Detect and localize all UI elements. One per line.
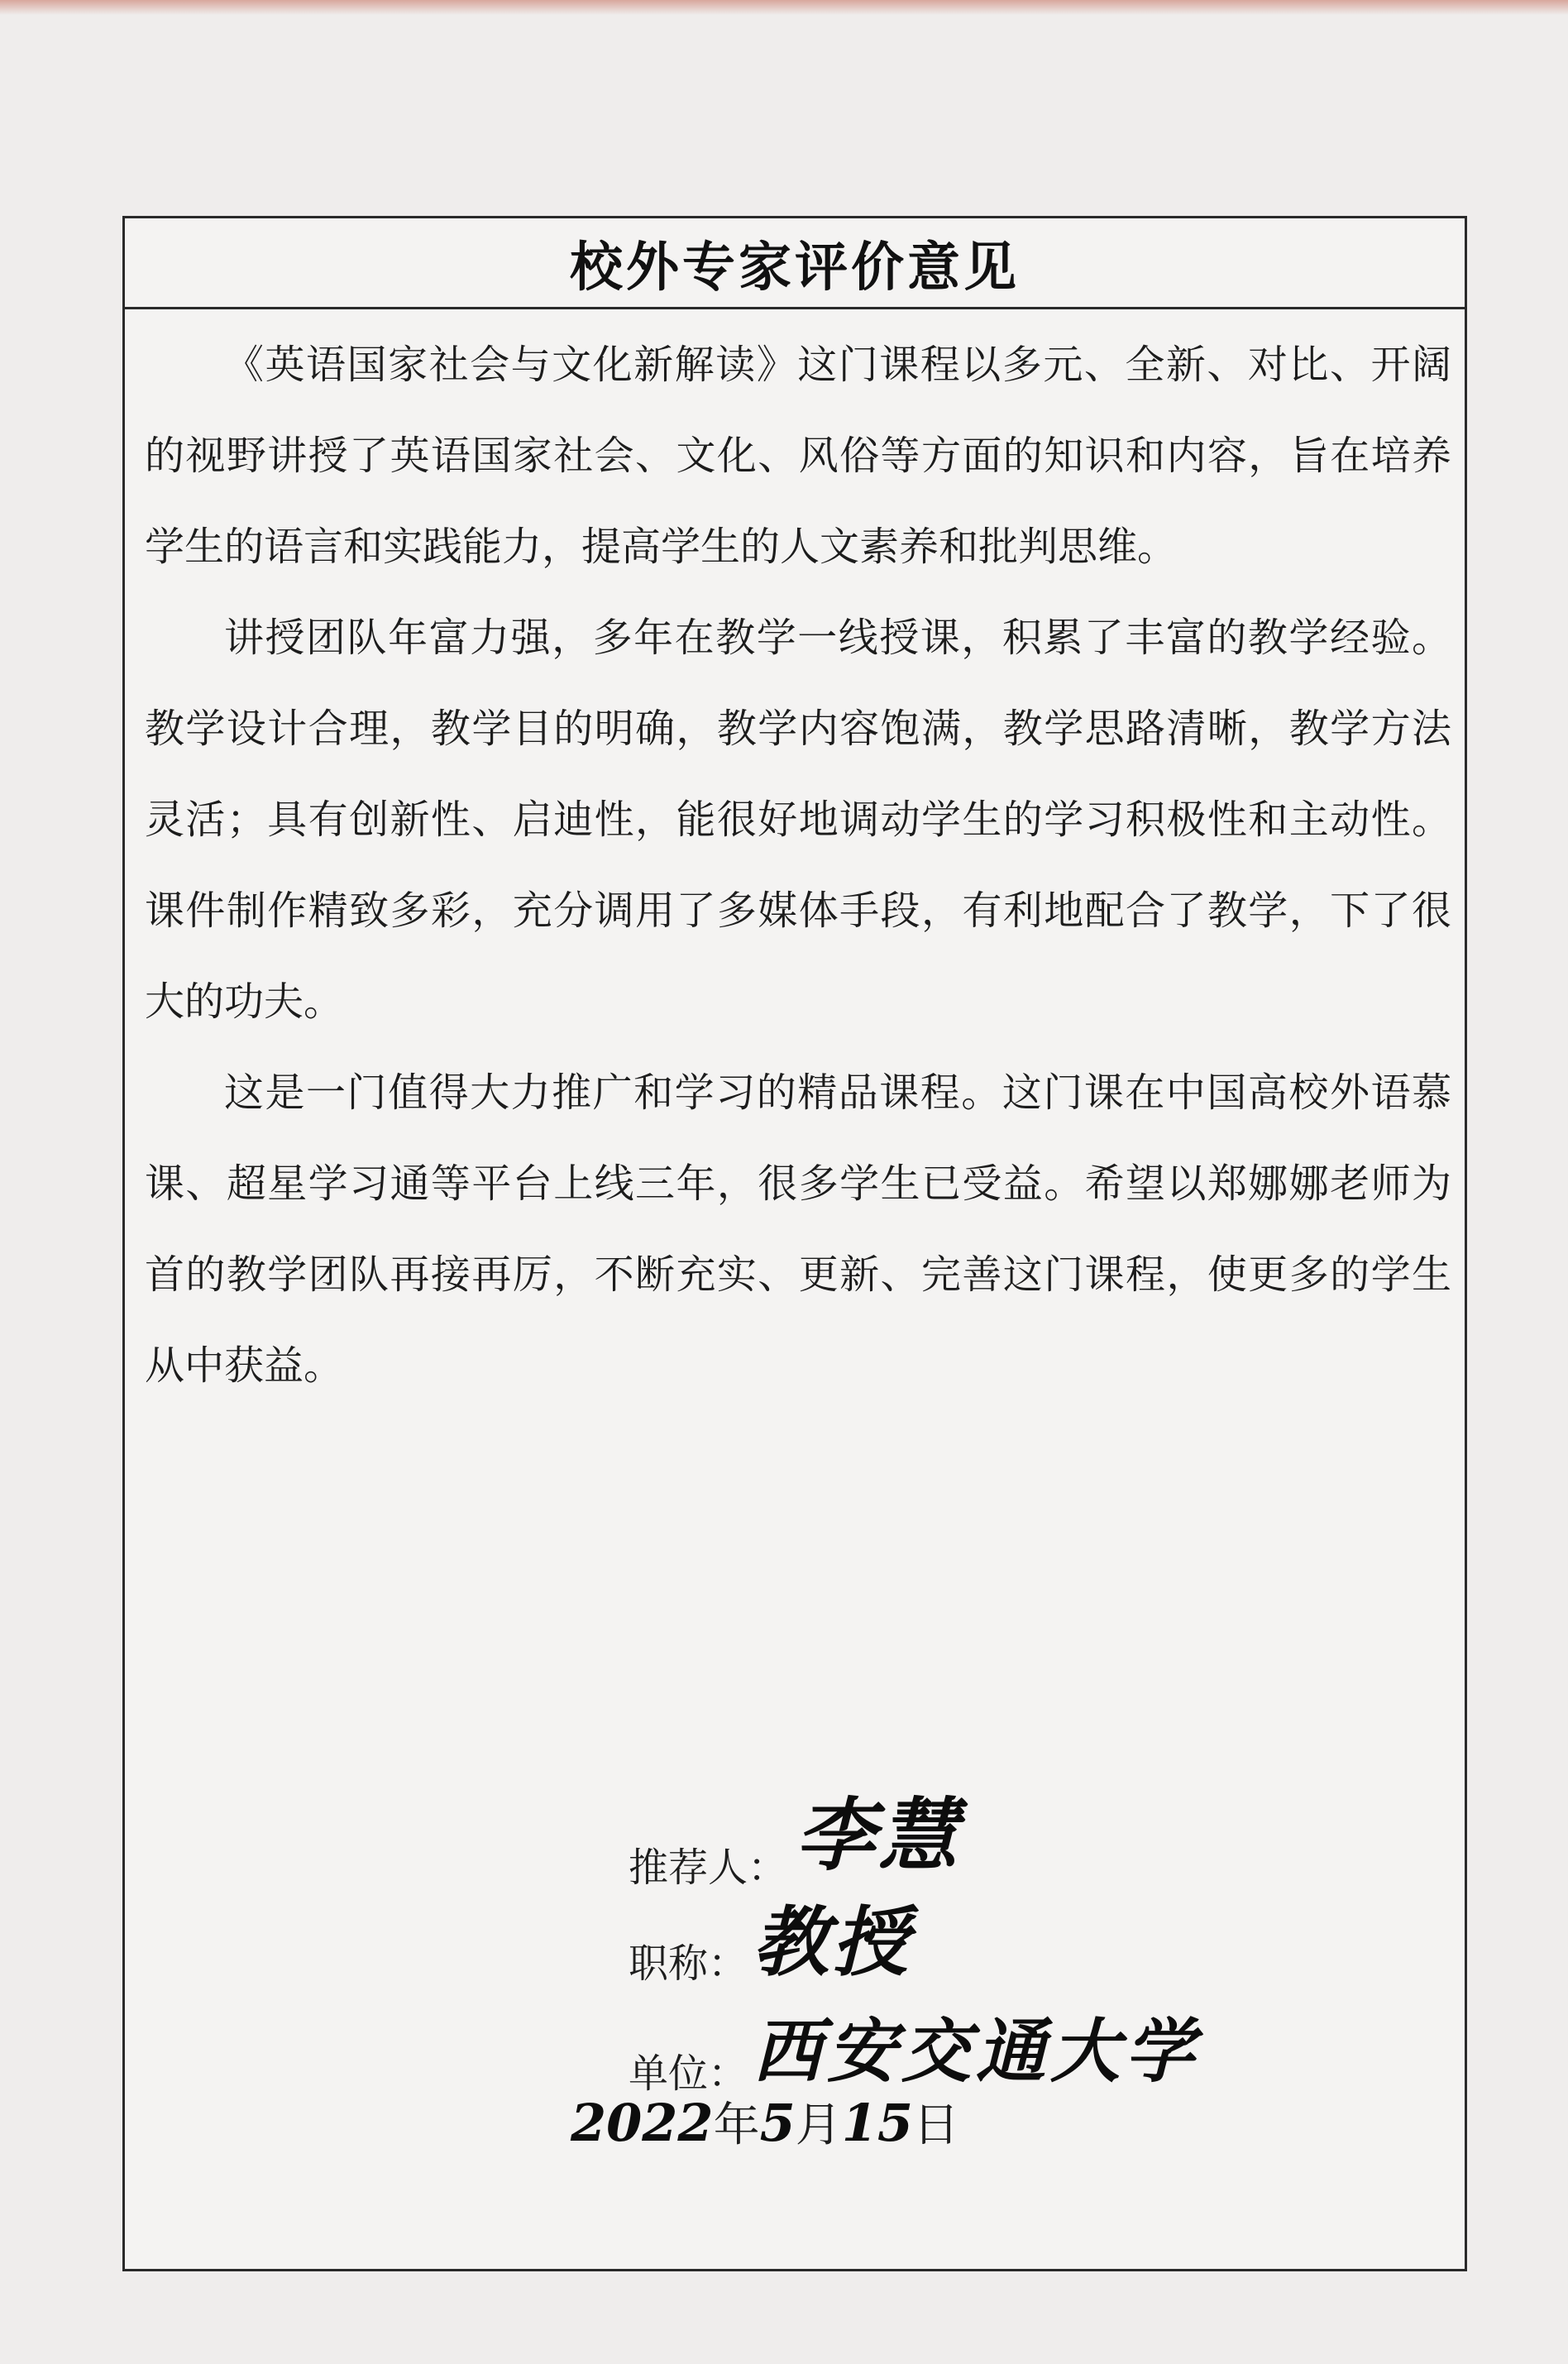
paragraph-team-assessment: 讲授团队年富力强，多年在教学一线授课，积累了丰富的教学经验。教学设计合理，教学目的明确，教学内容饱满，教学思路清晰，教学方法灵活；具有创新性、启迪性，能很好地调动学生的学习积极性和主动性。课件制作精致多彩，充分调用了多媒体手段，有利地配合了教学，下了很大的功夫。 — [145, 615, 1451, 1025]
date-year: 2022 — [571, 2093, 714, 2153]
unit-handwritten: 西安交通大学 — [753, 2010, 1200, 2092]
form-title: 校外专家评价意见 — [570, 237, 1020, 299]
evaluation-body — [145, 319, 1451, 1411]
date-month-suffix: 月 — [795, 2098, 842, 2152]
page-top-edge — [0, 0, 1568, 15]
date-line — [571, 2089, 959, 2155]
date-year-suffix: 年 — [713, 2098, 760, 2152]
title-row — [125, 218, 1465, 309]
date-month: 5 — [759, 2093, 796, 2153]
position-line — [629, 1890, 911, 1999]
position-label: 职称： — [629, 1940, 748, 1987]
recommender-line — [629, 1788, 962, 1904]
date-day-suffix: 日 — [912, 2098, 959, 2152]
unit-label: 单位： — [629, 2051, 748, 2097]
position-handwritten: 教授 — [753, 1897, 912, 1987]
recommender-label: 推荐人： — [629, 1845, 788, 1891]
paragraph-recommendation: 这是一门值得大力推广和学习的精品课程。这门课在中国高校外语慕课、超星学习通等平台上线三年，很多学生已受益。希望以郑娜娜老师为首的教学团队再接再厉，不断充实、更新、完善这门课程，使更多的学生从中获益。 — [145, 1070, 1451, 1389]
recommender-signature: 李慧 — [796, 1788, 962, 1882]
date-day: 15 — [841, 2093, 913, 2153]
paragraph-course-overview: 《英语国家社会与文化新解读》这门课程以多元、全新、对比、开阔的视野讲授了英语国家社会、文化、风俗等方面的知识和内容，旨在培养学生的语言和实践能力，提高学生的人文素养和批判思维。 — [145, 342, 1451, 570]
